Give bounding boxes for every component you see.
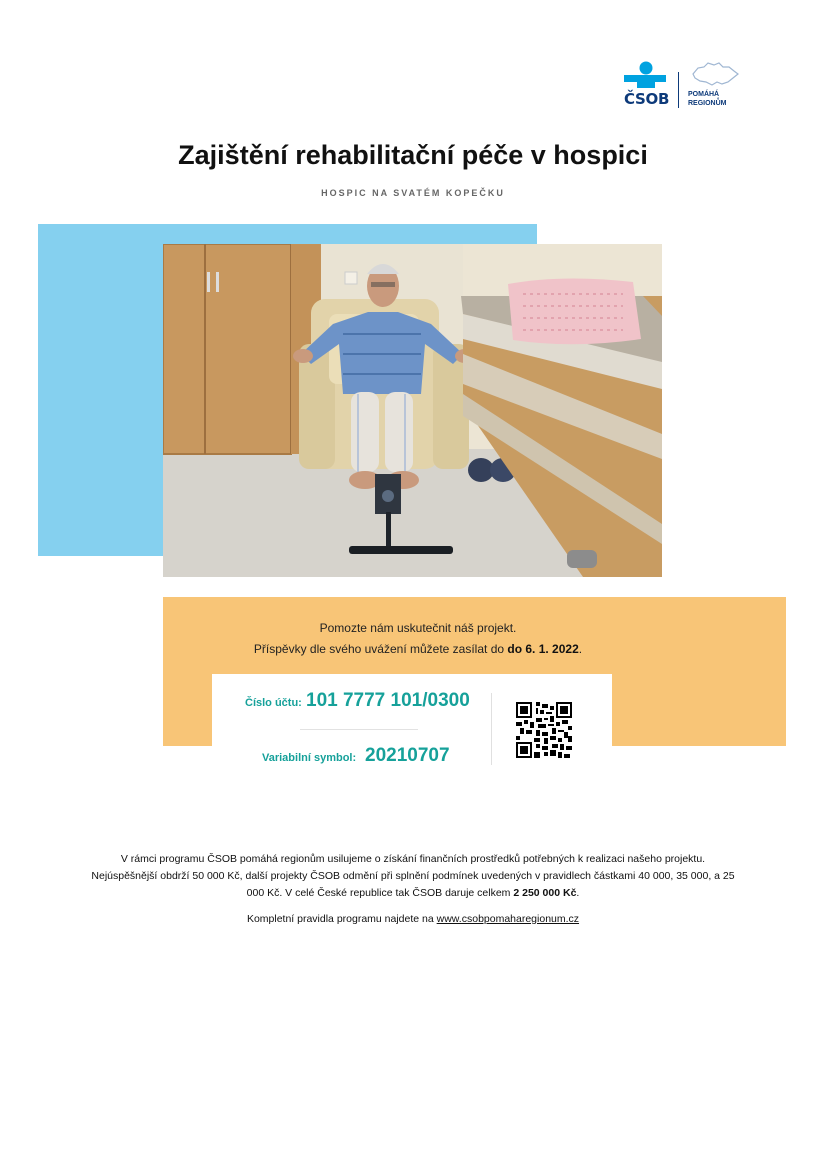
cta-line-1: Pomozte nám uskutečnit náš projekt. <box>319 621 517 635</box>
variable-symbol-label: Variabilní symbol: <box>262 752 357 764</box>
program-total-amount: 2 250 000 Kč <box>513 887 577 899</box>
czech-map-icon <box>690 60 740 90</box>
csob-brand-text: ČSOB <box>624 90 670 108</box>
cta-line-2-text: Příspěvky dle svého uvážení můžete zasílat do <box>253 642 508 656</box>
cta-line-2-end: . <box>578 642 583 656</box>
hospice-photo <box>163 244 662 577</box>
card-separator <box>300 729 418 730</box>
logo-tagline <box>688 90 727 108</box>
page-title: Zajištění rehabilitační péče v hospici <box>178 140 648 170</box>
logo-divider <box>678 72 679 108</box>
rules-line <box>90 911 736 928</box>
program-info-end: . <box>576 887 580 899</box>
csob-logo <box>622 60 752 112</box>
cta-deadline: do 6. 1. 2022 <box>507 642 579 656</box>
page-subtitle: HOSPIC NA SVATÉM KOPEČKU <box>321 188 505 198</box>
rules-text: Kompletní pravidla programu najdete na <box>246 913 437 925</box>
account-number-value: 101 7777 101/0300 <box>306 690 470 711</box>
card-vertical-separator <box>491 693 492 765</box>
logo-tagline-line2: REGIONŮM <box>688 100 727 107</box>
qr-code-icon[interactable] <box>516 702 572 758</box>
logo-tagline-line1: POMÁHÁ <box>688 91 720 98</box>
rules-link[interactable]: www.csobpomaharegionum.cz <box>436 913 580 925</box>
variable-symbol-value: 20210707 <box>365 745 450 766</box>
program-info-paragraph <box>90 851 736 902</box>
patient-exercise-photo-illustration <box>163 244 662 577</box>
account-number-label: Číslo účtu: <box>245 697 302 709</box>
program-info-text: V rámci programu ČSOB pomáhá regionům usilujeme o získání finančních prostředků potřebných k realizaci našeho projektu. Nejúspěšnější obdrží 50 000 Kč, další projekty ČSOB odmění při splnění podmínek uvedených v pravidlech částkami 40 000, 35 000, a 25 000 Kč. V celé České republice tak ČSOB daruje celkem <box>91 853 735 899</box>
cta-line-2 <box>163 642 673 656</box>
